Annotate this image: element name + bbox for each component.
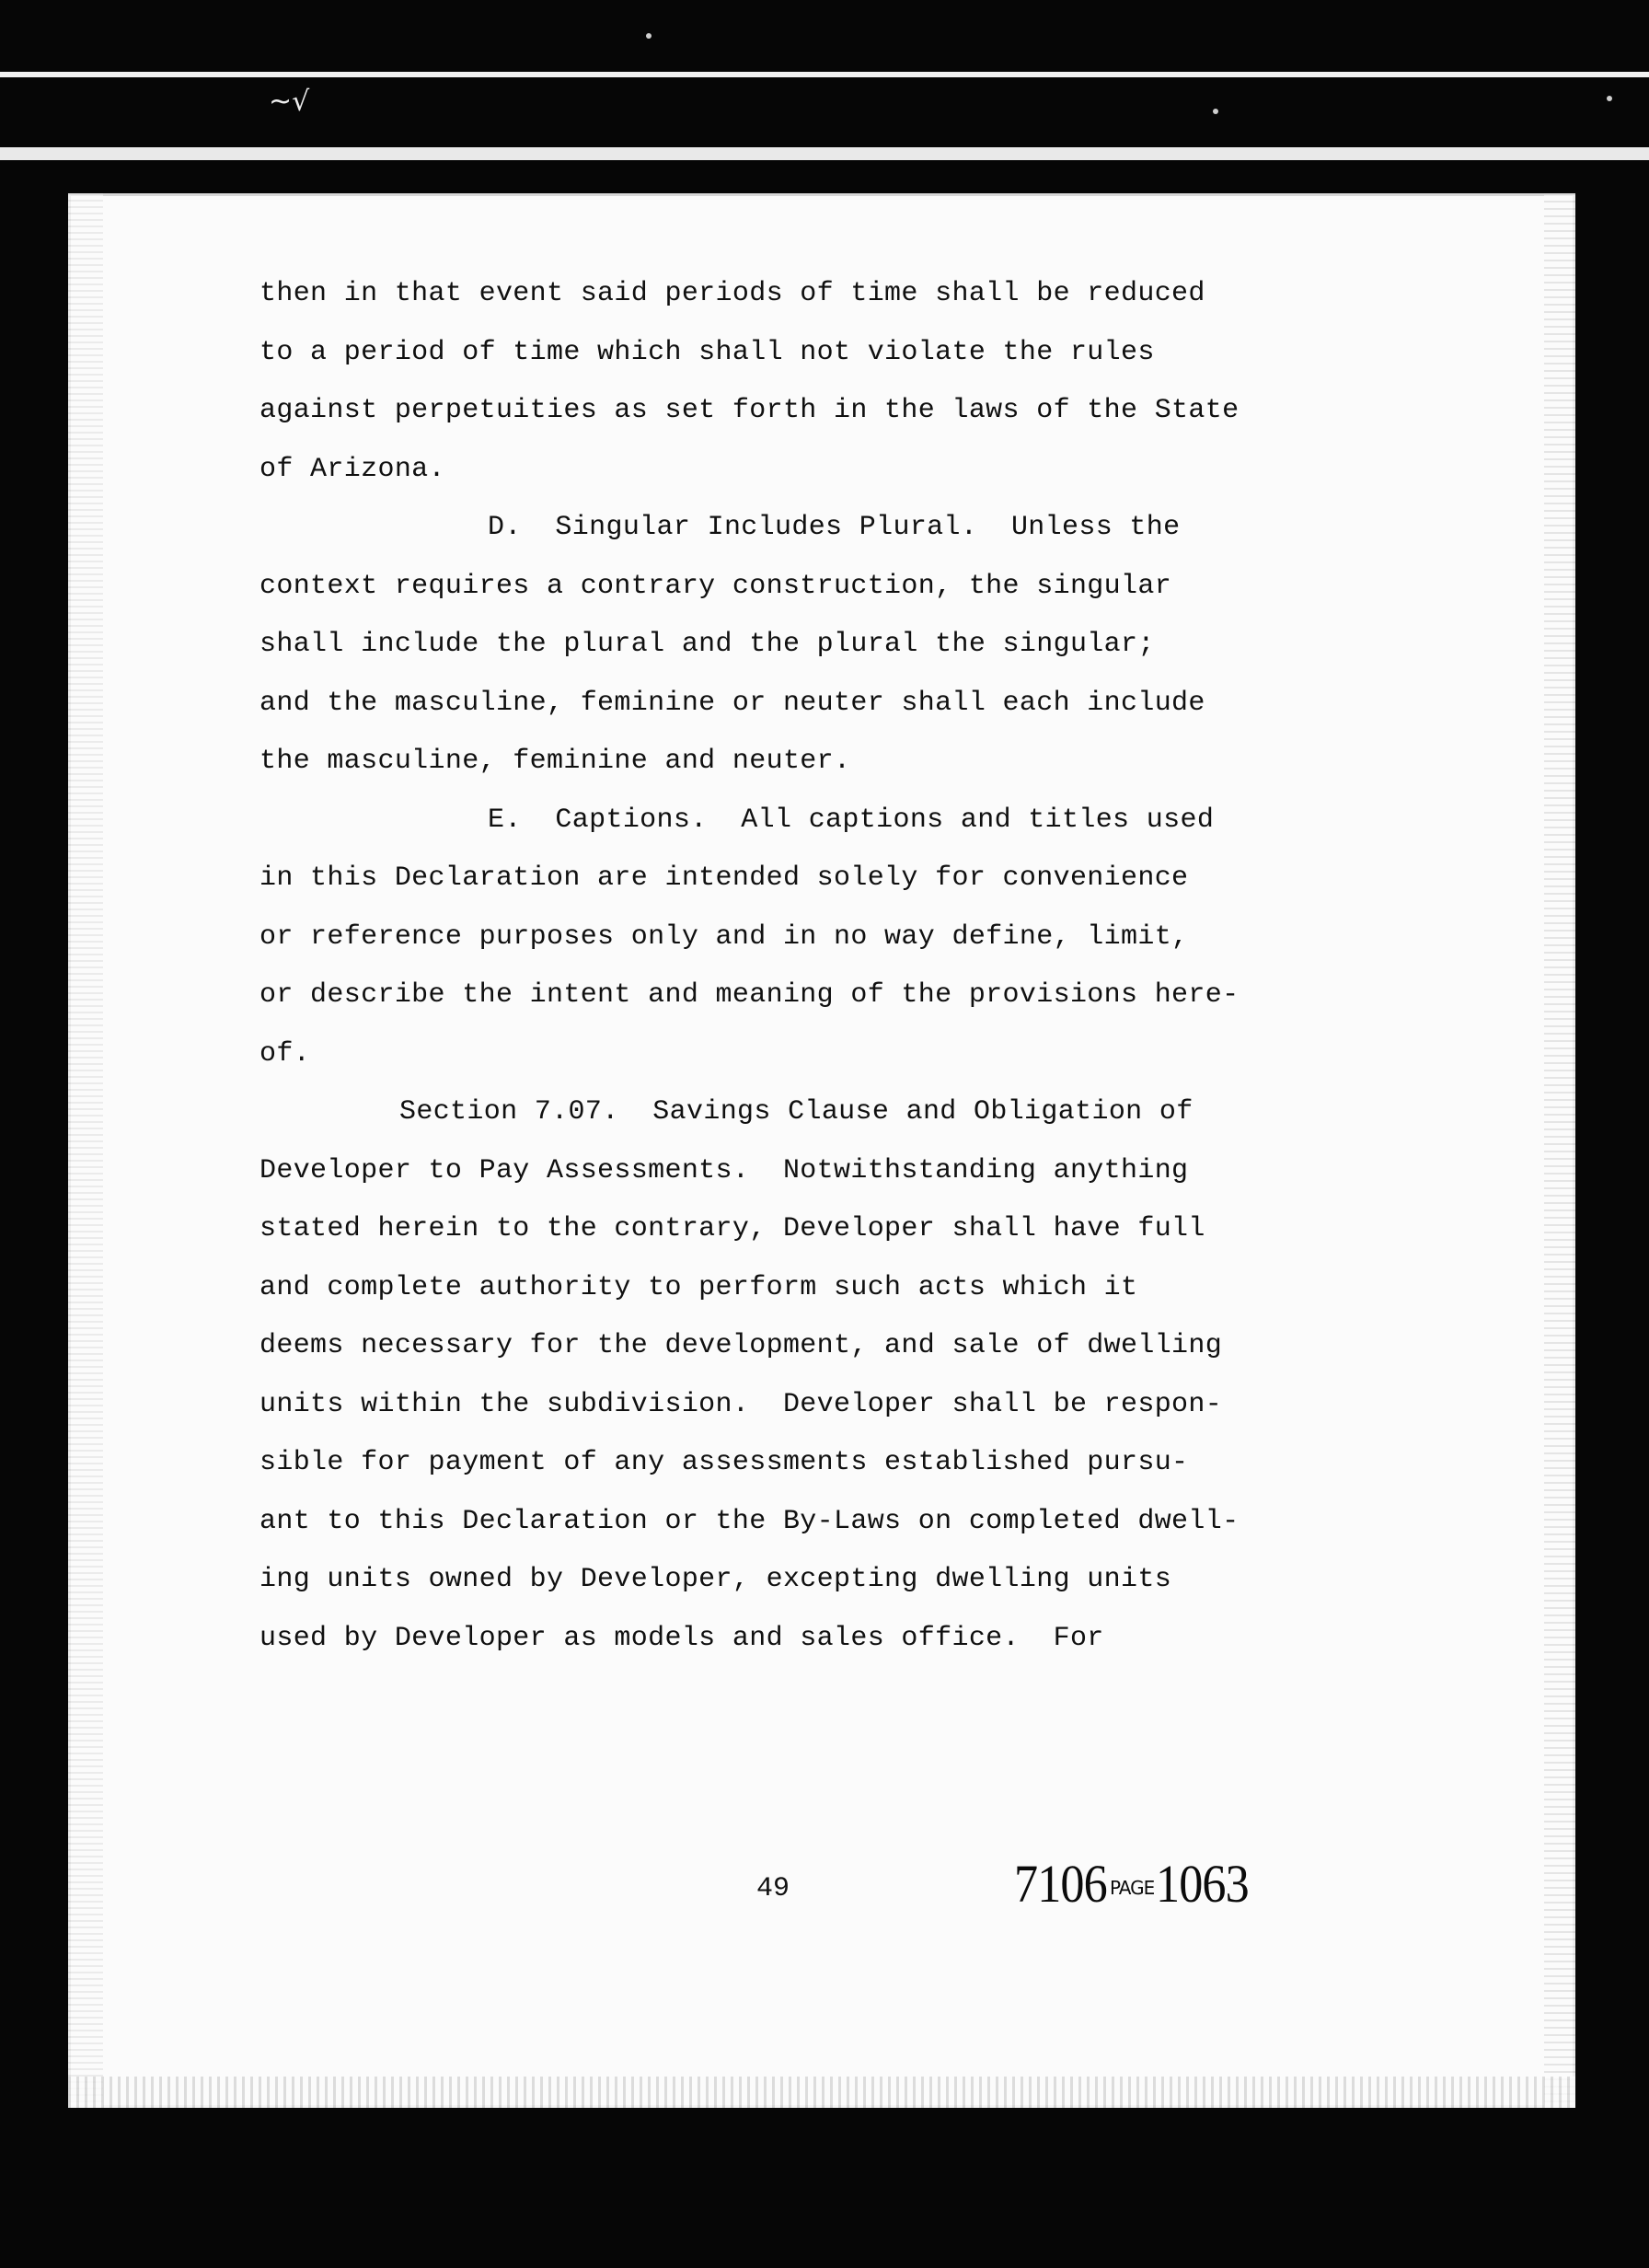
top-scan-rule bbox=[0, 72, 1649, 77]
page-number: 49 bbox=[756, 1873, 790, 1904]
body-line: deems necessary for the development, and sale of dwelling bbox=[259, 1330, 1223, 1361]
body-line: Developer to Pay Assessments. Notwithstanding anything bbox=[259, 1154, 1189, 1186]
body-line: shall include the plural and the plural the singular; bbox=[259, 629, 1155, 660]
body-line: to a period of time which shall not violate the rules bbox=[259, 336, 1155, 368]
body-line: ing units owned by Developer, excepting dwelling units bbox=[259, 1564, 1172, 1595]
scan-speck bbox=[1213, 109, 1218, 114]
body-line: ant to this Declaration or the By-Laws on completed dwell- bbox=[259, 1505, 1240, 1537]
top-scan-bar bbox=[0, 147, 1649, 160]
body-line: then in that event said periods of time shall be reduced bbox=[259, 278, 1205, 309]
top-margin-check-mark: ~√ bbox=[269, 86, 310, 118]
section-7-07-heading-line: Section 7.07. Savings Clause and Obligation of bbox=[399, 1096, 1194, 1128]
right-scan-noise bbox=[1544, 193, 1575, 2108]
recording-page-number: 1063 bbox=[1156, 1854, 1250, 1914]
body-line: context requires a contrary construction, the singular bbox=[259, 570, 1172, 602]
body-line: and complete authority to perform such acts which it bbox=[259, 1271, 1138, 1303]
body-line: and the masculine, feminine or neuter shall each include bbox=[259, 687, 1205, 719]
body-line: of. bbox=[259, 1037, 311, 1070]
scan-speck bbox=[1607, 96, 1612, 101]
body-line: the masculine, feminine and neuter. bbox=[259, 746, 851, 777]
recording-book-number: 7106 bbox=[1014, 1854, 1107, 1914]
body-line: or reference purposes only and in no way define, limit, bbox=[259, 920, 1189, 953]
subsection-d-heading-line: D. Singular Includes Plural. Unless the bbox=[488, 512, 1181, 543]
body-line: or describe the intent and meaning of the provisions here- bbox=[259, 979, 1240, 1011]
body-line: in this Declaration are intended solely for convenience bbox=[259, 862, 1189, 894]
body-line: units within the subdivision. Developer shall be respon- bbox=[259, 1388, 1223, 1420]
scan-speck bbox=[646, 33, 652, 39]
declaration-text-block bbox=[259, 265, 1382, 1668]
recording-page-label: PAGE bbox=[1110, 1877, 1155, 1899]
bottom-scan-noise bbox=[68, 2077, 1575, 2108]
recording-book-page-stamp bbox=[1014, 1852, 1259, 1916]
body-line: stated herein to the contrary, Developer shall have full bbox=[259, 1213, 1205, 1244]
left-scan-noise bbox=[68, 193, 103, 2108]
body-line: sible for payment of any assessments established pursu- bbox=[259, 1447, 1189, 1478]
body-line: against perpetuities as set forth in the laws of the State bbox=[259, 395, 1240, 426]
subsection-e-heading-line: E. Captions. All captions and titles used bbox=[488, 804, 1215, 836]
body-line: used by Developer as models and sales office. For bbox=[259, 1622, 1104, 1654]
body-line: of Arizona. bbox=[259, 453, 445, 485]
